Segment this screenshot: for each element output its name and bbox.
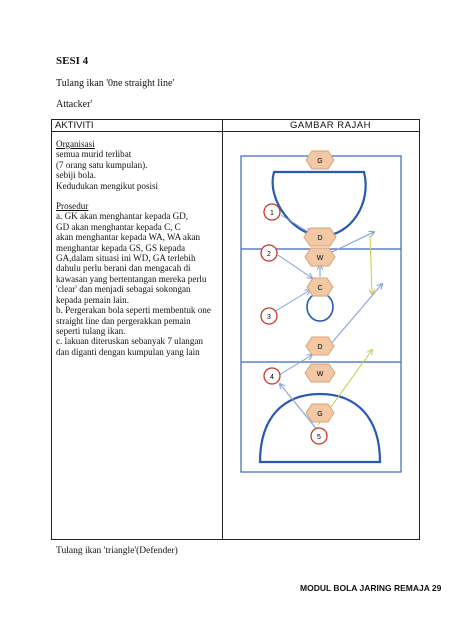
player-label: D [317,344,323,351]
drill-name: Tulang ikan '0ne straight line' [56,78,175,89]
prosedur-line: c. lakuan diteruskan sebanyak 7 ulangan [56,336,203,347]
prosedur-line: straight line dan pergerakkan pemain [56,315,191,326]
organisasi-line: (7 orang satu kumpulan). [56,159,148,170]
player-circle [261,245,277,261]
organisasi-heading: Organisasi [56,139,95,149]
player-number: 3 [267,314,271,321]
player-hexagon [305,248,335,266]
player-circle [311,428,327,444]
prosedur-line: kawasan yang bertentangan mereka perlu [56,273,207,284]
prosedur-line: 'clear' dan menjadi sebagai sokongan [56,284,191,295]
table-header-diagram: GAMBAR RAJAH [290,120,371,131]
player-label: W [316,255,324,262]
drill-role: Attacker' [56,99,93,110]
prosedur-line: GD akan menghantar kepada C, C [56,221,181,232]
prosedur-line: kepada pemain lain. [56,294,129,305]
pass-arrow [274,290,310,312]
page-footer: MODUL BOLA JARING REMAJA 29 [300,583,442,593]
session-title: SESI 4 [56,55,89,67]
activity-description [56,139,218,357]
player-hexagon [306,151,334,169]
player-number: 1 [270,210,274,217]
table-header-activity: AKTIVITI [55,120,94,131]
player-hexagon [306,404,334,422]
player-label: W [316,371,324,378]
goal-circle-top [273,172,366,236]
prosedur-line: dan diganti dengan kumpulan yang lain [56,346,200,357]
player-label: C [317,285,323,292]
prosedur-line: b. Pergerakan bola seperti membentuk one [56,305,211,316]
player-number: 4 [270,374,274,381]
player-hexagon [304,228,336,246]
court-diagram [222,132,420,540]
player-hexagon [306,337,334,355]
player-label: G [317,411,323,418]
player-number: 5 [317,434,321,441]
player-circle [261,308,277,324]
movement-arrow [370,236,372,294]
pass-arrow [330,284,382,345]
pass-arrow [281,215,310,233]
player-hexagon [305,364,335,382]
prosedur-line: seperti tulang ikan. [56,325,126,336]
prosedur-line: akan menghantar kepada WA, WA akan [56,232,201,243]
player-hexagon [307,278,333,296]
player-label: G [317,158,323,165]
player-circle [264,204,280,220]
organisasi-line: semua murid terlibat [56,149,132,160]
next-drill-caption: Tulang ikan 'triangle'(Defender) [56,546,178,556]
centre-circle [307,293,333,321]
prosedur-heading: Prosedur [56,201,89,212]
prosedur-line: dahulu perlu berani dan mengacah di [56,263,191,274]
organisasi-line: sebiji bola. [56,170,96,181]
prosedur-line: a. GK akan menghantar kepada GD, [56,211,189,222]
player-circle [264,368,280,384]
player-number: 2 [267,251,271,258]
player-label: D [317,235,323,242]
organisasi-line: Kedudukan mengikut posisi [56,180,159,191]
prosedur-line: GA,dalam situasi ini WD, GA terlebih [56,253,196,264]
prosedur-line: menghantar kepada GS, GS kepada [56,242,186,253]
pass-arrow [330,232,374,253]
